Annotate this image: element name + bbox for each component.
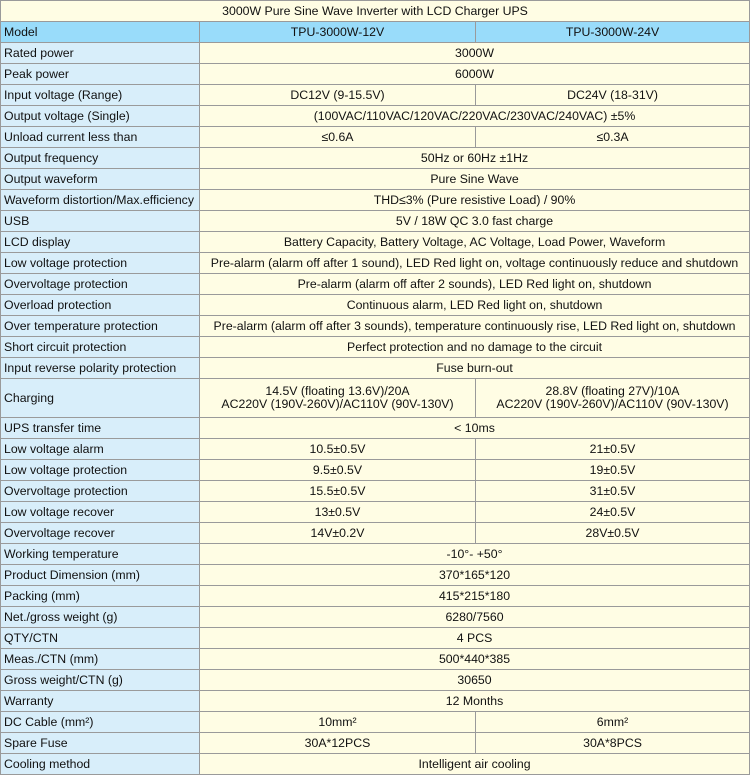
row-value-12v: 9.5±0.5V [200, 460, 476, 481]
row-value-12v: 15.5±0.5V [200, 481, 476, 502]
row-value-24v [476, 379, 750, 418]
row-value-24v: 21±0.5V [476, 439, 750, 460]
table-row [1, 439, 750, 460]
row-label: LCD display [1, 232, 200, 253]
row-value-12v: 13±0.5V [200, 502, 476, 523]
row-label: Waveform distortion/Max.efficiency [1, 190, 200, 211]
row-label: Low voltage recover [1, 502, 200, 523]
charging-12v-line2: AC220V (190V-260V)/AC110V (90V-130V) [221, 397, 454, 411]
charging-12v-line1: 14.5V (floating 13.6V)/20A [265, 384, 410, 398]
row-value: 30650 [200, 670, 750, 691]
row-value: Pure Sine Wave [200, 169, 750, 190]
row-value: 500*440*385 [200, 649, 750, 670]
row-label: Output waveform [1, 169, 200, 190]
table-row [1, 670, 750, 691]
row-value-24v: DC24V (18-31V) [476, 85, 750, 106]
table-row [1, 754, 750, 775]
row-label: Overload protection [1, 295, 200, 316]
row-value: Continuous alarm, LED Red light on, shutdown [200, 295, 750, 316]
table-row [1, 565, 750, 586]
row-label: Output frequency [1, 148, 200, 169]
row-value: 12 Months [200, 691, 750, 712]
table-row [1, 316, 750, 337]
table-row [1, 274, 750, 295]
row-label: Low voltage alarm [1, 439, 200, 460]
table-row [1, 628, 750, 649]
table-row [1, 544, 750, 565]
row-value: THD≤3% (Pure resistive Load) / 90% [200, 190, 750, 211]
table-row [1, 169, 750, 190]
row-label: Overvoltage protection [1, 481, 200, 502]
table-row [1, 586, 750, 607]
row-value-12v: 10mm² [200, 712, 476, 733]
row-value: 6000W [200, 64, 750, 85]
row-label: Warranty [1, 691, 200, 712]
row-label: Packing (mm) [1, 586, 200, 607]
table-row [1, 232, 750, 253]
table-row [1, 64, 750, 85]
header-model-24v: TPU-3000W-24V [476, 22, 750, 43]
row-value: 3000W [200, 43, 750, 64]
row-value-24v: 31±0.5V [476, 481, 750, 502]
row-label: Low voltage protection [1, 460, 200, 481]
charging-24v-line1: 28.8V (floating 27V)/10A [545, 384, 680, 398]
row-label: Gross weight/CTN (g) [1, 670, 200, 691]
row-value: Battery Capacity, Battery Voltage, AC Voltage, Load Power, Waveform [200, 232, 750, 253]
row-value-24v: ≤0.3A [476, 127, 750, 148]
row-value: Pre-alarm (alarm off after 1 sound), LED Red light on, voltage continuously reduce and shutdown [200, 253, 750, 274]
table-row [1, 481, 750, 502]
row-value-24v: 6mm² [476, 712, 750, 733]
row-value: 370*165*120 [200, 565, 750, 586]
table-row [1, 460, 750, 481]
table-title-row [1, 1, 750, 22]
row-label: Charging [1, 379, 200, 418]
row-label: Over temperature protection [1, 316, 200, 337]
row-label: Cooling method [1, 754, 200, 775]
row-value-12v [200, 379, 476, 418]
table-row [1, 211, 750, 232]
row-label: Working temperature [1, 544, 200, 565]
row-label: Peak power [1, 64, 200, 85]
table-row [1, 502, 750, 523]
row-label: DC Cable (mm²) [1, 712, 200, 733]
table-row [1, 649, 750, 670]
row-value: 6280/7560 [200, 607, 750, 628]
row-value-12v: ≤0.6A [200, 127, 476, 148]
table-row [1, 358, 750, 379]
row-label: Spare Fuse [1, 733, 200, 754]
table-row [1, 190, 750, 211]
row-value: 4 PCS [200, 628, 750, 649]
table-row [1, 523, 750, 544]
row-label: Rated power [1, 43, 200, 64]
row-value: (100VAC/110VAC/120VAC/220VAC/230VAC/240VAC) ±5% [200, 106, 750, 127]
row-label: UPS transfer time [1, 418, 200, 439]
row-label: Overvoltage recover [1, 523, 200, 544]
row-value-12v: 14V±0.2V [200, 523, 476, 544]
table-row [1, 106, 750, 127]
row-value-24v: 19±0.5V [476, 460, 750, 481]
header-model-12v: TPU-3000W-12V [200, 22, 476, 43]
row-value-24v: 28V±0.5V [476, 523, 750, 544]
row-value: 415*215*180 [200, 586, 750, 607]
row-value: Intelligent air cooling [200, 754, 750, 775]
row-label: Output voltage (Single) [1, 106, 200, 127]
table-row [1, 295, 750, 316]
row-value-12v: 10.5±0.5V [200, 439, 476, 460]
table-row [1, 85, 750, 106]
table-row [1, 733, 750, 754]
row-value: 5V / 18W QC 3.0 fast charge [200, 211, 750, 232]
row-value-12v: DC12V (9-15.5V) [200, 85, 476, 106]
row-value-24v: 24±0.5V [476, 502, 750, 523]
table-title: 3000W Pure Sine Wave Inverter with LCD Charger UPS [1, 1, 750, 22]
table-row [1, 418, 750, 439]
table-row [1, 337, 750, 358]
table-row [1, 712, 750, 733]
table-row [1, 127, 750, 148]
table-row [1, 43, 750, 64]
table-row [1, 253, 750, 274]
row-value-12v: 30A*12PCS [200, 733, 476, 754]
table-row [1, 379, 750, 418]
header-label: Model [1, 22, 200, 43]
row-value: -10°- +50° [200, 544, 750, 565]
row-label: Product Dimension (mm) [1, 565, 200, 586]
charging-24v-line2: AC220V (190V-260V)/AC110V (90V-130V) [496, 397, 729, 411]
table-header-row [1, 22, 750, 43]
row-label: Low voltage protection [1, 253, 200, 274]
row-label: Input voltage (Range) [1, 85, 200, 106]
row-label: Net./gross weight (g) [1, 607, 200, 628]
row-label: QTY/CTN [1, 628, 200, 649]
table-row [1, 148, 750, 169]
row-value: Pre-alarm (alarm off after 2 sounds), LED Red light on, shutdown [200, 274, 750, 295]
row-value: 50Hz or 60Hz ±1Hz [200, 148, 750, 169]
row-value: Perfect protection and no damage to the circuit [200, 337, 750, 358]
row-label: Meas./CTN (mm) [1, 649, 200, 670]
table-row [1, 607, 750, 628]
table-row [1, 691, 750, 712]
row-label: Short circuit protection [1, 337, 200, 358]
row-value-24v: 30A*8PCS [476, 733, 750, 754]
row-value: Pre-alarm (alarm off after 3 sounds), temperature continuously rise, LED Red light on, shutdown [200, 316, 750, 337]
row-label: Overvoltage protection [1, 274, 200, 295]
row-label: Unload current less than [1, 127, 200, 148]
row-value: < 10ms [200, 418, 750, 439]
row-label: Input reverse polarity protection [1, 358, 200, 379]
row-value: Fuse burn-out [200, 358, 750, 379]
row-label: USB [1, 211, 200, 232]
